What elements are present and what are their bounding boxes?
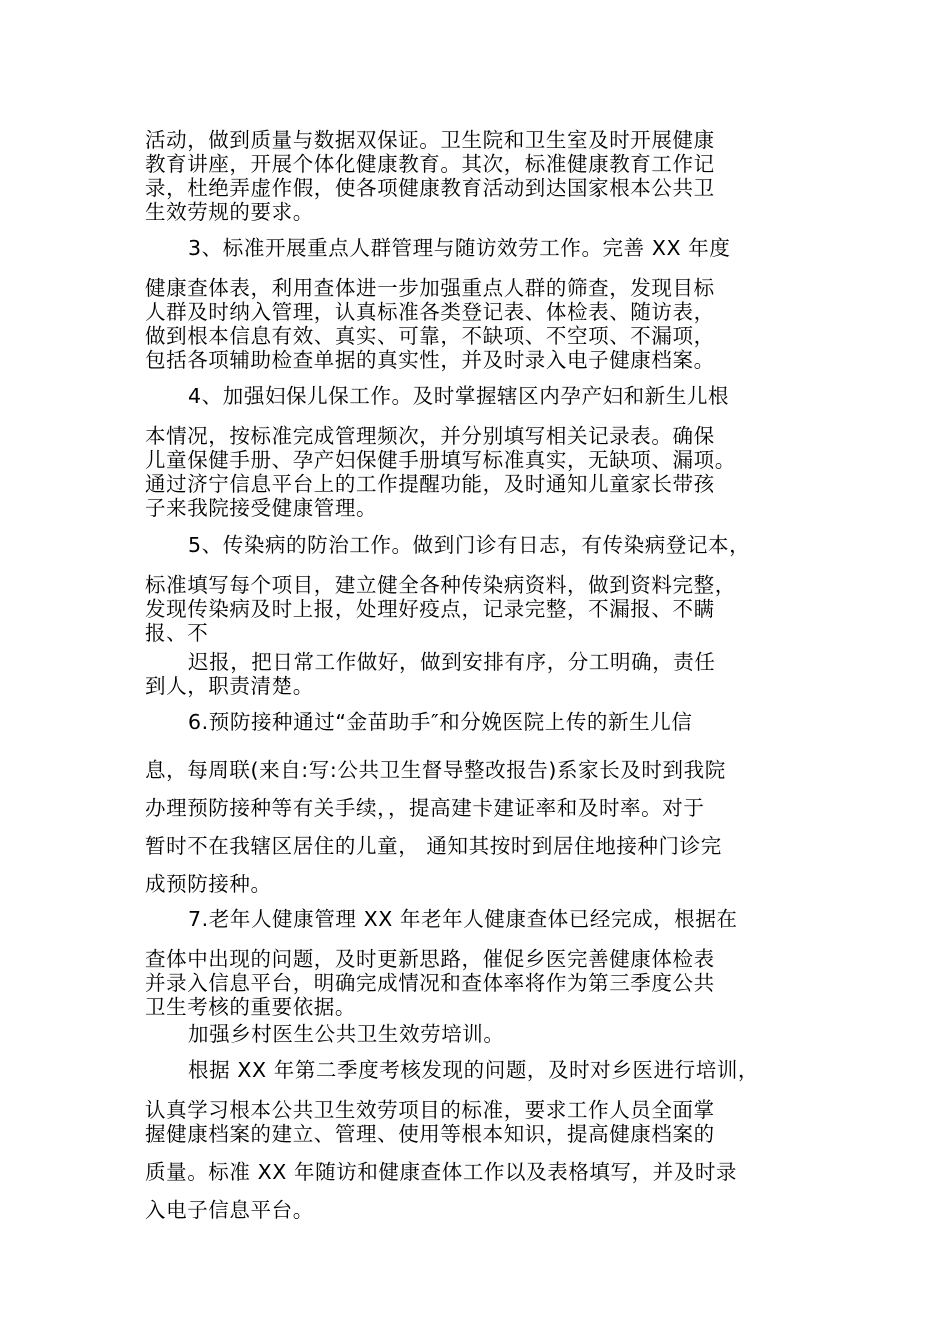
text-line: 标准填写每个项目，建立健全各种传染病资料，做到资料完整，: [145, 573, 736, 597]
section-heading: 加强乡村医生公共卫生效劳培训。: [188, 1022, 505, 1046]
text-line: 人群及时纳入管理，认真标准各类登记表、体检表、随访表，: [145, 300, 715, 324]
text-line: 成预防接种。: [145, 872, 272, 896]
paragraph-5-start: 5、传染病的防治工作。做到门诊有日志，有传染病登记本，: [188, 533, 751, 557]
text-line: 生效劳规的要求。: [145, 200, 314, 224]
paragraph-7-start: 7.老年人健康管理 XX 年老年人健康查体已经完成，根据在: [188, 907, 738, 931]
text-line: 质量。标准 XX 年随访和健康查体工作以及表格填写，并及时录: [145, 1160, 738, 1184]
text-line: 通过济宁信息平台上的工作提醒功能，及时通知儿童家长带孩: [145, 472, 715, 496]
text-line: 入电子信息平台。: [145, 1198, 314, 1222]
text-line: 暂时不在我辖区居住的儿童， 通知其按时到居住地接种门诊完: [145, 834, 722, 858]
text-line: 办理预防接种等有关手续，，提高建卡建证率和及时率。对于: [145, 796, 705, 820]
text-line: 录，杜绝弄虚作假，使各项健康教育活动到达国家根本公共卫: [145, 176, 715, 200]
text-line: 健康查体表，利用查体进一步加强重点人群的筛查，发现目标: [145, 276, 715, 300]
paragraph-6-start: 6.预防接种通过“金苗助手″和分娩医院上传的新生儿信: [188, 710, 693, 734]
text-line: 活动，做到质量与数据双保证。卫生院和卫生室及时开展健康: [145, 128, 715, 152]
text-line: 发现传染病及时上报，处理好疫点，记录完整，不漏报、不瞒: [145, 597, 715, 621]
text-line: 认真学习根本公共卫生效劳项目的标准，要求工作人员全面掌: [145, 1098, 715, 1122]
text-line: 儿童保健手册、孕产妇保健手册填写标准真实，无缺项、漏项。: [145, 448, 736, 472]
text-line: 息，每周联(来自:写:公共卫生督导整改报告)系家长及时到我院: [145, 758, 726, 782]
paragraph-3-start: 3、标准开展重点人群管理与随访效劳工作。完善 XX 年度: [188, 236, 731, 260]
text-line: 握健康档案的建立、管理、使用等根本知识，提高健康档案的: [145, 1122, 715, 1146]
text-line: 做到根本信息有效、真实、可靠，不缺项、不空项、不漏项，: [145, 324, 715, 348]
paragraph-4-start: 4、加强妇保儿保工作。及时掌握辖区内孕产妇和新生儿根: [188, 384, 730, 408]
paragraph-training-start: 根据 XX 年第二季度考核发现的问题，及时对乡医进行培训，: [188, 1058, 760, 1082]
text-line: 迟报，把日常工作做好，做到安排有序，分工明确，责任: [188, 650, 716, 674]
text-line: 卫生考核的重要依据。: [145, 995, 356, 1019]
text-line: 本情况，按标准完成管理频次，并分别填写相关记录表。确保: [145, 424, 715, 448]
text-line: 包括各项辅助检查单据的真实性，并及时录入电子健康档案。: [145, 348, 715, 372]
text-line: 子来我院接受健康管理。: [145, 496, 378, 520]
text-line: 到人，职责清楚。: [145, 674, 314, 698]
text-line: 报、不: [145, 621, 209, 645]
text-line: 教育讲座，开展个体化健康教育。其次，标准健康教育工作记: [145, 152, 715, 176]
text-line: 并录入信息平台，明确完成情况和查体率将作为第三季度公共: [145, 971, 715, 995]
text-line: 查体中出现的问题，及时更新思路，催促乡医完善健康体检表: [145, 947, 715, 971]
